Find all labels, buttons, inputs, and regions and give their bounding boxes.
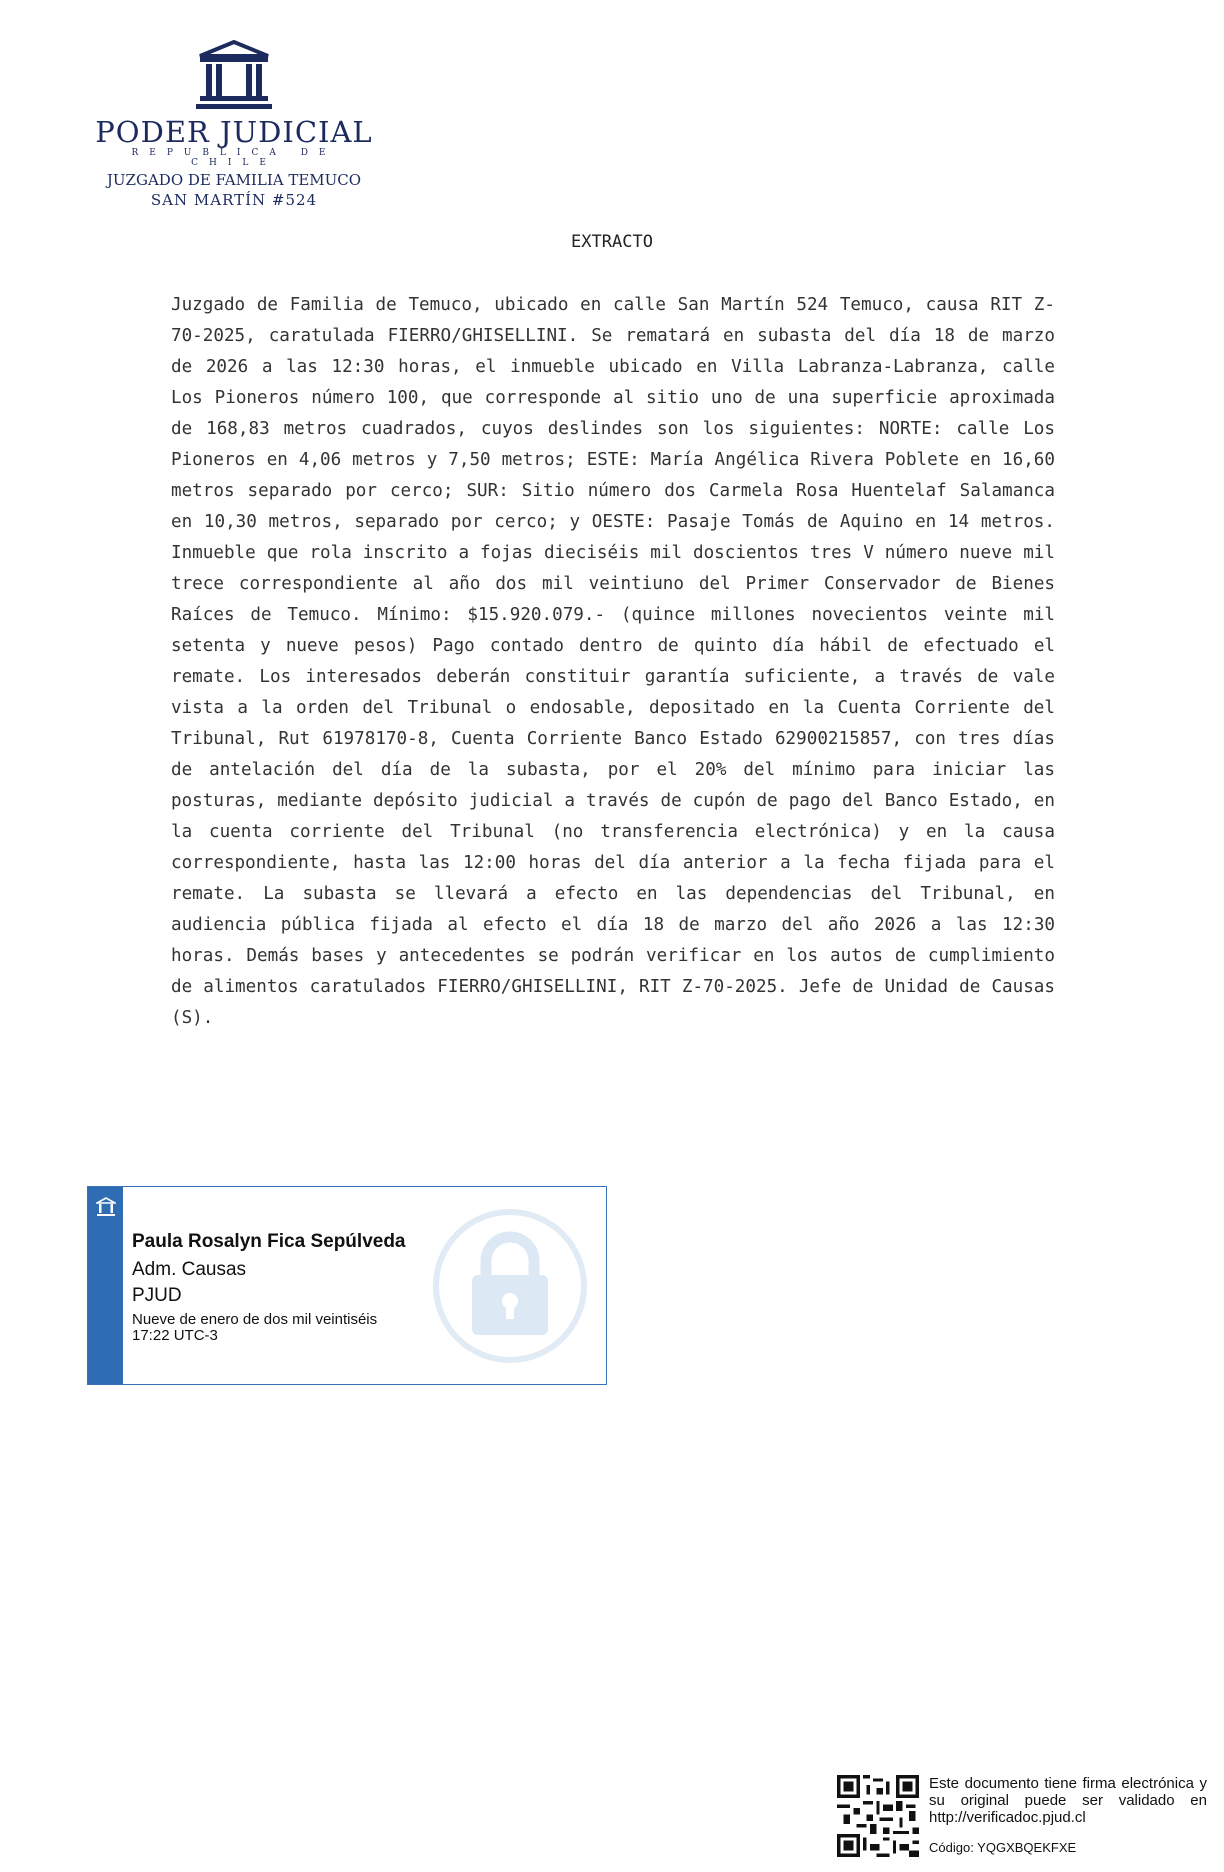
signature-date: Nueve de enero de dos mil veintiséis [132, 1311, 378, 1328]
verification-code: Código: YQGXBQEKFXE [929, 1840, 1077, 1855]
signature-box [87, 1186, 607, 1385]
signature-time: 17:22 UTC-3 [132, 1327, 218, 1344]
court-name: JUZGADO DE FAMILIA TEMUCO [106, 171, 362, 189]
signature-bar [88, 1187, 123, 1384]
courthouse-icon [194, 38, 274, 112]
signer-name: Paula Rosalyn Fica Sepúlveda [132, 1231, 406, 1252]
org-subtitle: REPUBLICA DE CHILE [131, 148, 337, 168]
court-logo [84, 38, 384, 209]
document-title: EXTRACTO [571, 232, 653, 252]
qr-code-icon[interactable] [837, 1775, 919, 1857]
org-name: PODER JUDICIAL [95, 115, 373, 149]
signature-datetime [132, 1312, 377, 1344]
court-address: SAN MARTÍN #524 [150, 191, 318, 209]
lock-icon [430, 1205, 590, 1367]
signer-org: PJUD [132, 1285, 182, 1306]
document-body: Juzgado de Familia de Temuco, ubicado en calle San Martín 524 Temuco, causa RIT Z-70-2025, caratulada FIERRO/GHISELLINI. Se rematará en subasta del día 18 de marzo de 2026 a las 12:30 horas, el inmueble ubicado en Villa Labranza-Labranza, calle Los Pioneros número 100, que corresponde al sitio uno de una superficie aproximada de 168,83 metros cuadrados, cuyos deslindes son los siguientes: NORTE: calle Los Pioneros en 4,06 metros y 7,50 metros; ESTE: María Angélica Rivera Poblete en 16,60 metros separado por cerco; SUR: Sitio número dos Carmela Rosa Huentelaf Salamanca en 10,30 metros, separado por cerco; y OESTE: Pasaje Tomás de Aquino en 14 metros. Inmueble que rola inscrito a fojas dieciséis mil doscientos tres V número nueve mil trece correspondiente al año dos mil veintiuno del Primer Conservador de Bienes Raíces de Temuco. Mínimo: $15.920.079.- (quince millones novecientos veinte mil setenta y nueve pesos) Pago contado dentro de quinto día hábil de efectuado el remate. Los interesados deberán constituir garantía suficiente, a través de vale vista a la orden del Tribunal o endosable, depositado en la Cuenta Corriente del Tribunal, Rut 61978170-8, Cuenta Corriente Banco Estado 62900215857, con tres días de antelación del día de la subasta, por el 20% del mínimo para iniciar las posturas, mediante depósito judicial a través de cupón de pago del Banco Estado, en la cuenta corriente del Tribunal (no transferencia electrónica) y en la causa correspondiente, hasta las 12:00 horas del día anterior a la fecha fijada para el remate. La subasta se llevará a efecto en las dependencias del Tribunal, en audiencia pública fijada al efecto el día 18 de marzo del año 2026 a las 12:30 horas. Demás bases y antecedentes se podrán verificar en los autos de cumplimiento de alimentos caratulados FIERRO/GHISELLINI, RIT Z-70-2025. Jefe de Unidad de Causas (S). [171, 295, 1055, 1028]
verification-text: Este documento tiene firma electrónica y su original puede ser validado en http://verificadoc.pjud.cl [929, 1775, 1207, 1826]
signer-role: Adm. Causas [132, 1259, 247, 1280]
courthouse-icon [96, 1197, 116, 1217]
